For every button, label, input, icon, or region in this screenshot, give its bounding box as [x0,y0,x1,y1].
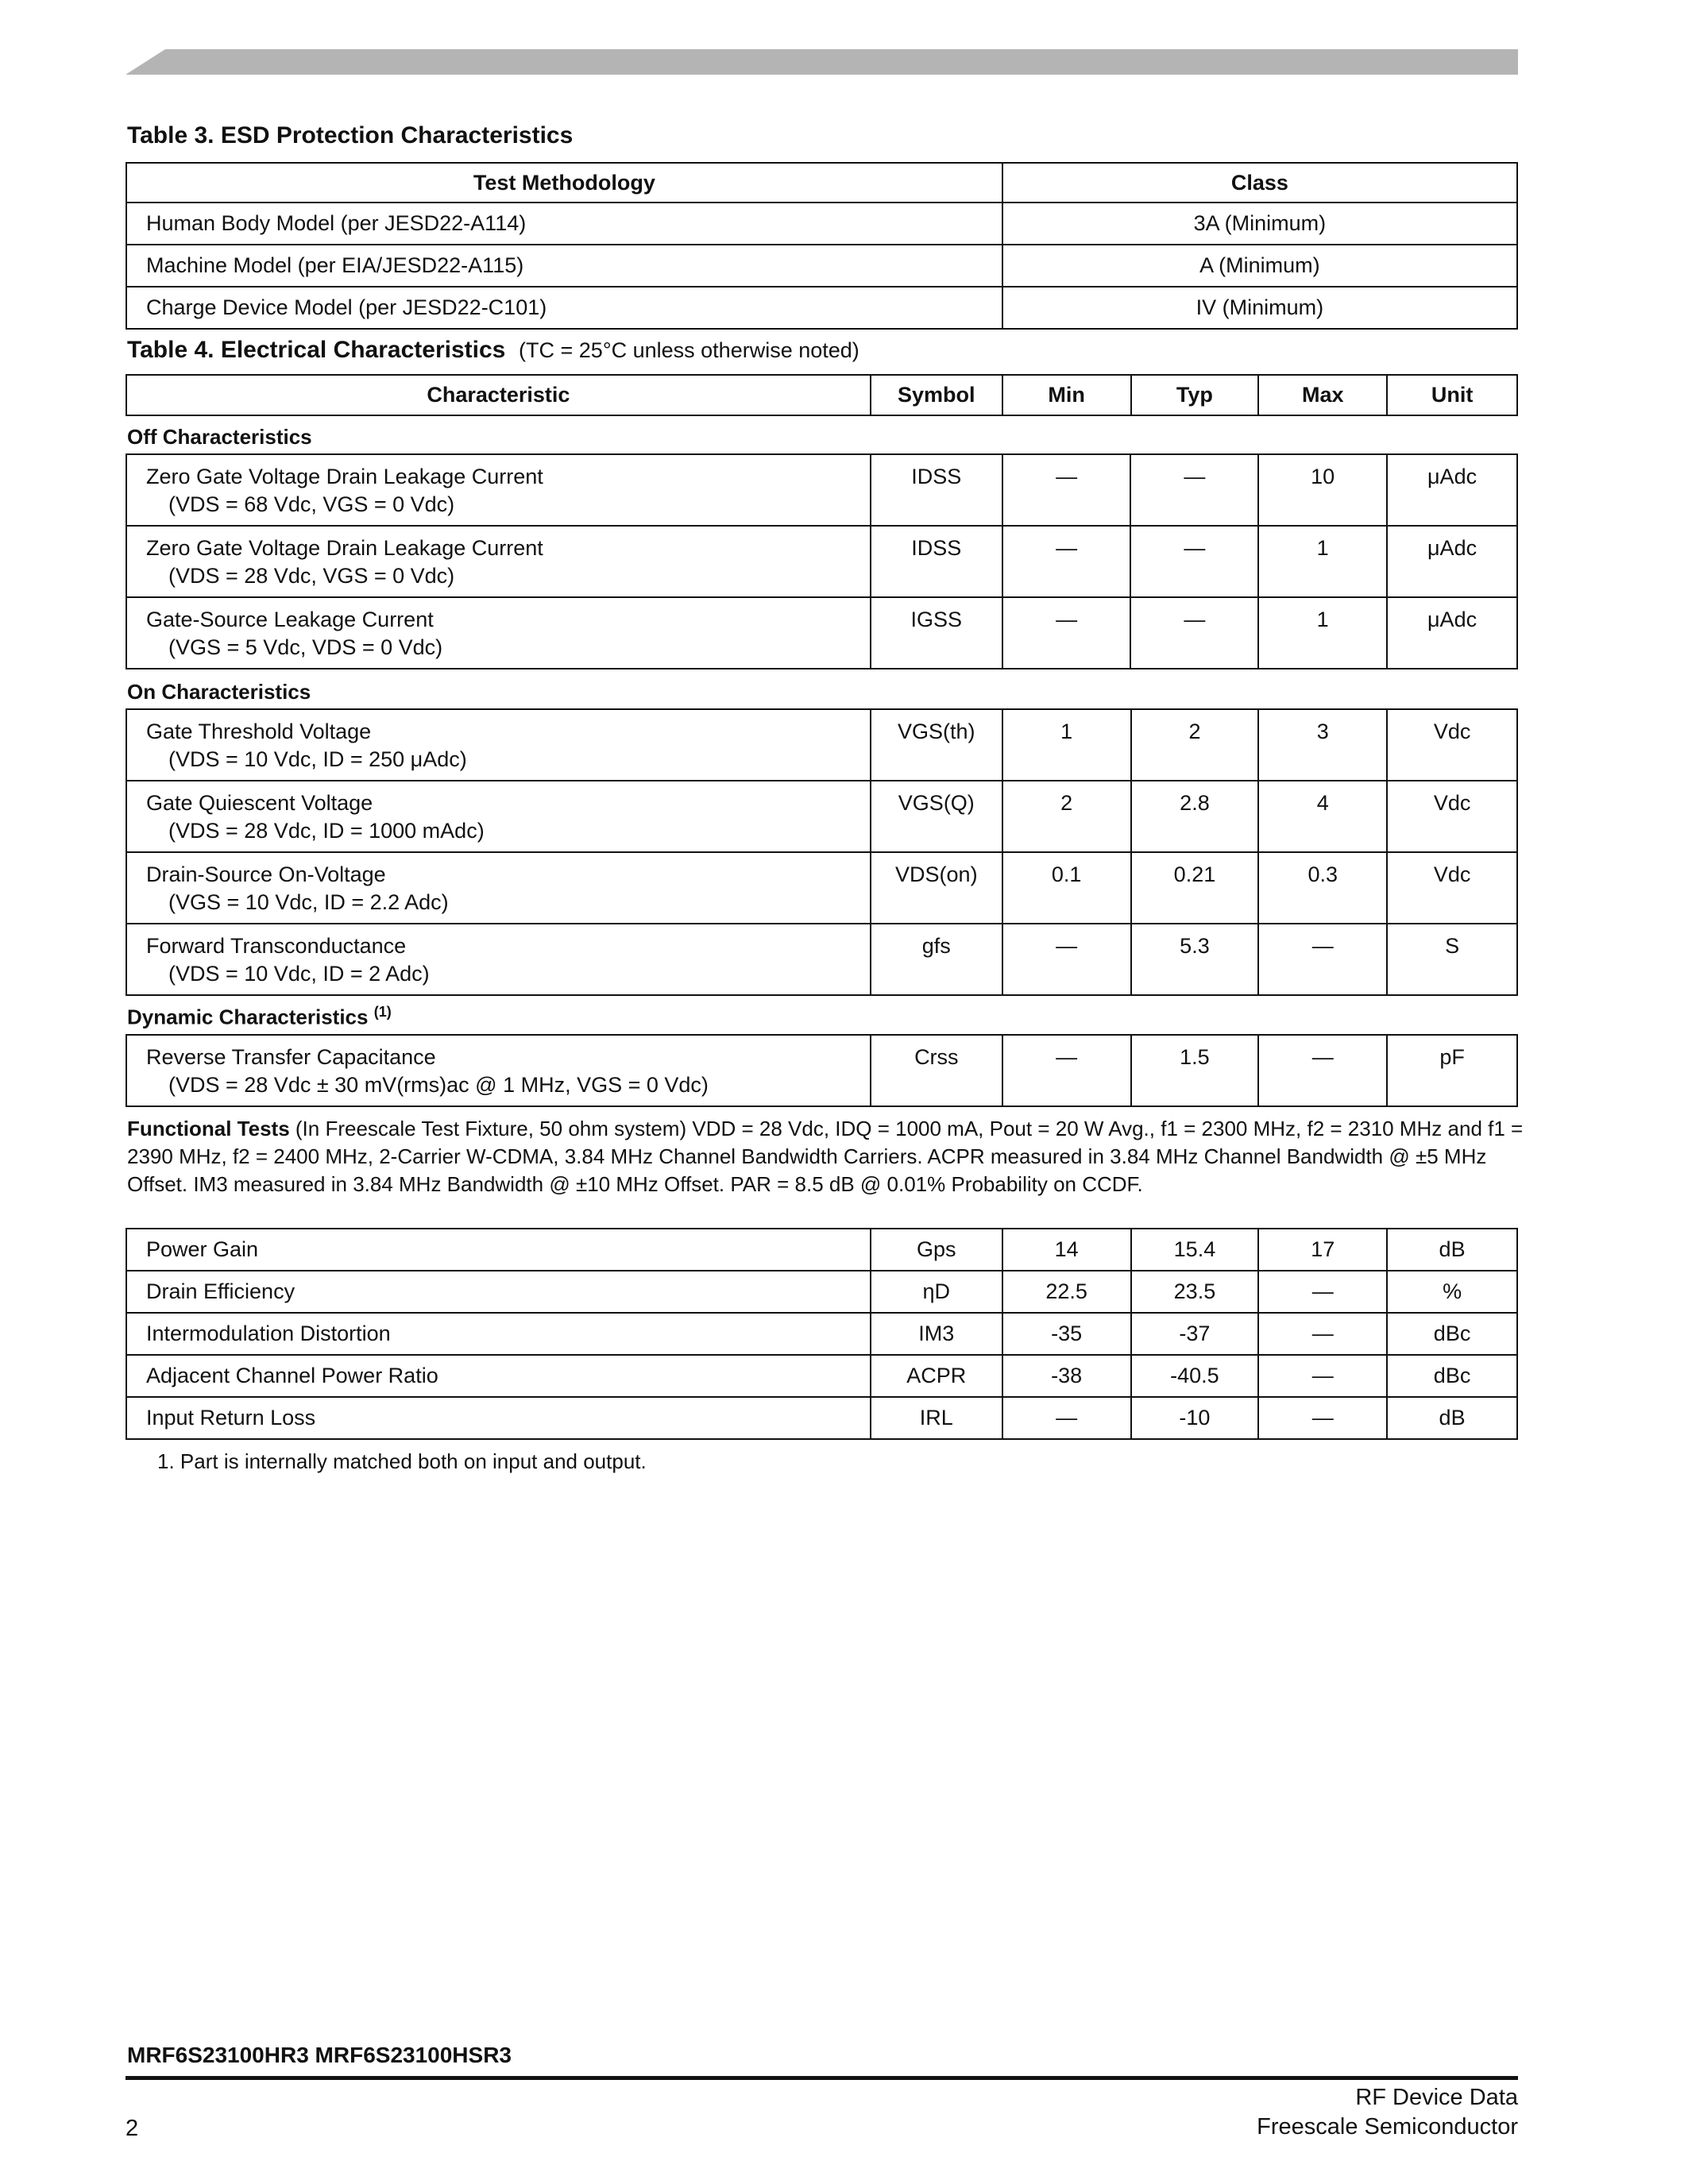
table3-method: Human Body Model (per JESD22-A114) [126,203,1002,245]
header-banner [126,49,1518,75]
symbol-cell: IGSS [871,597,1002,669]
max-cell: — [1258,1271,1387,1313]
table3-header: Test Methodology [126,163,1002,203]
table-row [126,1035,1517,1106]
table3-header: Class [1002,163,1517,203]
table3 [126,162,1518,330]
typ-cell: -10 [1131,1397,1259,1439]
footer-company: Freescale Semiconductor [1257,2114,1518,2140]
max-cell: 3 [1258,709,1387,781]
table4-header: Typ [1131,375,1259,415]
symbol-cell: VGS(Q) [871,781,1002,852]
characteristic-name: Reverse Transfer Capacitance [146,1045,436,1069]
table3-class: 3A (Minimum) [1002,203,1517,245]
page-number: 2 [126,2116,139,2141]
characteristic-name: Zero Gate Voltage Drain Leakage Current [146,465,543,488]
table-row [126,852,1517,924]
symbol-cell: Gps [871,1229,1002,1271]
max-cell: 10 [1258,454,1387,526]
characteristic-cell [126,526,871,597]
min-cell: — [1002,526,1131,597]
min-cell: — [1002,597,1131,669]
table-row [126,526,1517,597]
characteristic-name: Gate Threshold Voltage [146,720,372,743]
table-row [126,245,1517,287]
typ-cell: 1.5 [1131,1035,1259,1106]
table-row [126,454,1517,526]
part-number: MRF6S23100HR3 MRF6S23100HSR3 [127,2043,512,2067]
typ-cell: -40.5 [1131,1355,1259,1397]
typ-cell: 23.5 [1131,1271,1259,1313]
typ-cell: 15.4 [1131,1229,1259,1271]
footnote-ref: (1) [373,1004,392,1020]
table3-class: IV (Minimum) [1002,287,1517,329]
characteristic-condition: (VDS = 28 Vdc, ID = 1000 mAdc) [168,819,485,843]
characteristic-cell [126,454,871,526]
characteristic-cell [126,597,871,669]
characteristic-name: Gate Quiescent Voltage [146,791,373,815]
table-row [126,1355,1517,1397]
min-cell: — [1002,1397,1131,1439]
characteristic-name: Intermodulation Distortion [126,1313,871,1355]
characteristic-cell [126,924,871,995]
typ-cell: 0.21 [1131,852,1259,924]
typ-cell: — [1130,526,1258,597]
unit-cell: Vdc [1387,852,1517,924]
table4-functional [126,1228,1518,1440]
table3-method: Charge Device Model (per JESD22-C101) [126,287,1002,329]
min-cell: -35 [1002,1313,1131,1355]
min-cell: 0.1 [1002,852,1131,924]
symbol-cell: Crss [871,1035,1002,1106]
min-cell: 22.5 [1002,1271,1131,1313]
min-cell: 2 [1002,781,1131,852]
characteristic-name: Drain Efficiency [126,1271,871,1313]
table4-header-table [126,374,1518,416]
footer-rule [126,2076,1518,2080]
typ-cell: -37 [1131,1313,1259,1355]
symbol-cell: ACPR [871,1355,1002,1397]
characteristic-name: Gate-Source Leakage Current [146,608,434,631]
section-label-off: Off Characteristics [127,425,312,449]
unit-cell: Vdc [1387,781,1517,852]
characteristic-cell [126,709,871,781]
footer-rf-device-data: RF Device Data [1355,2085,1518,2110]
table-row [126,203,1517,245]
min-cell: — [1002,454,1131,526]
typ-cell: 2.8 [1131,781,1259,852]
unit-cell: μAdc [1387,597,1517,669]
min-cell: — [1002,1035,1131,1106]
typ-cell: 2 [1131,709,1259,781]
characteristic-cell [126,781,871,852]
max-cell: 4 [1258,781,1387,852]
symbol-cell: IM3 [871,1313,1002,1355]
table4-dynamic [126,1034,1518,1107]
table4-note: (TC = 25°C unless otherwise noted) [519,338,859,362]
footnote: 1. Part is internally matched both on input and output. [157,1449,647,1473]
max-cell: 17 [1258,1229,1387,1271]
characteristic-name: Adjacent Channel Power Ratio [126,1355,871,1397]
max-cell: — [1258,1035,1387,1106]
characteristic-condition: (VDS = 10 Vdc, ID = 250 μAdc) [168,747,467,771]
characteristic-name: Input Return Loss [126,1397,871,1439]
unit-cell: μAdc [1387,526,1517,597]
characteristic-condition: (VGS = 10 Vdc, ID = 2.2 Adc) [168,890,449,914]
table4-header: Min [1002,375,1131,415]
table-row [126,709,1517,781]
max-cell: 1 [1258,526,1387,597]
unit-cell: % [1387,1271,1517,1313]
functional-tests-text: (In Freescale Test Fixture, 50 ohm system) VDD = 28 Vdc, IDQ = 1000 mA, Pout = 20 W Avg., f1 = 2300 MHz, f2 = 2310 MHz and f1 = 2390 MHz, f2 = 2400 MHz, 2-Carrier W-CDMA, 3.84 MHz Channel Bandwidth Carriers. ACPR measured in 3.84 MHz Channel Bandwidth @ ±5 MHz Offset. IM3 measured in 3.84 MHz Bandwidth @ ±10 MHz Offset. PAR = 8.5 dB @ 0.01% Probability on CCDF. [127,1117,1524,1196]
table-row [126,1271,1517,1313]
characteristic-name: Power Gain [126,1229,871,1271]
characteristic-cell [126,1035,871,1106]
characteristic-condition: (VGS = 5 Vdc, VDS = 0 Vdc) [168,635,443,659]
max-cell: — [1258,1313,1387,1355]
table-row [126,1229,1517,1271]
unit-cell: dBc [1387,1313,1517,1355]
table4-off [126,453,1518,669]
characteristic-name: Drain-Source On-Voltage [146,862,386,886]
max-cell: 1 [1258,597,1387,669]
min-cell: 14 [1002,1229,1131,1271]
table3-class: A (Minimum) [1002,245,1517,287]
symbol-cell: gfs [871,924,1002,995]
table4-header: Max [1258,375,1387,415]
characteristic-condition: (VDS = 28 Vdc, VGS = 0 Vdc) [168,564,455,588]
unit-cell: S [1387,924,1517,995]
characteristic-name: Forward Transconductance [146,934,407,958]
unit-cell: dB [1387,1397,1517,1439]
characteristic-condition: (VDS = 68 Vdc, VGS = 0 Vdc) [168,492,455,516]
table4-header: Characteristic [126,375,871,415]
table4-on [126,708,1518,996]
min-cell: -38 [1002,1355,1131,1397]
table-row [126,287,1517,329]
table-row [126,781,1517,852]
characteristic-condition: (VDS = 28 Vdc ± 30 mV(rms)ac @ 1 MHz, VGS = 0 Vdc) [168,1073,709,1097]
unit-cell: dBc [1387,1355,1517,1397]
symbol-cell: VDS(on) [871,852,1002,924]
symbol-cell: IDSS [871,454,1002,526]
section-label-dynamic [127,1004,392,1030]
characteristic-name: Zero Gate Voltage Drain Leakage Current [146,536,543,560]
table3-title: Table 3. ESD Protection Characteristics [127,122,574,149]
characteristic-cell [126,852,871,924]
min-cell: — [1002,924,1131,995]
table4-header: Unit [1387,375,1517,415]
table3-method: Machine Model (per EIA/JESD22-A115) [126,245,1002,287]
symbol-cell: IRL [871,1397,1002,1439]
table4-header: Symbol [871,375,1002,415]
unit-cell: μAdc [1387,454,1517,526]
symbol-cell: VGS(th) [871,709,1002,781]
typ-cell: — [1130,454,1258,526]
characteristic-condition: (VDS = 10 Vdc, ID = 2 Adc) [168,962,430,986]
table-row [126,597,1517,669]
table4-title [127,337,859,364]
max-cell: — [1258,924,1387,995]
max-cell: — [1258,1355,1387,1397]
unit-cell: pF [1387,1035,1517,1106]
table-row [126,924,1517,995]
typ-cell: — [1130,597,1258,669]
unit-cell: dB [1387,1229,1517,1271]
unit-cell: Vdc [1387,709,1517,781]
functional-tests-paragraph [127,1115,1549,1198]
symbol-cell: IDSS [871,526,1002,597]
max-cell: — [1258,1397,1387,1439]
functional-tests-label: Functional Tests [127,1117,290,1140]
typ-cell: 5.3 [1131,924,1259,995]
symbol-cell: ηD [871,1271,1002,1313]
section-label-on: On Characteristics [127,680,311,704]
table-row [126,1313,1517,1355]
max-cell: 0.3 [1258,852,1387,924]
min-cell: 1 [1002,709,1131,781]
table-row [126,1397,1517,1439]
dynamic-label-text: Dynamic Characteristics [127,1005,369,1029]
table4-title-text: Table 4. Electrical Characteristics [127,337,506,363]
